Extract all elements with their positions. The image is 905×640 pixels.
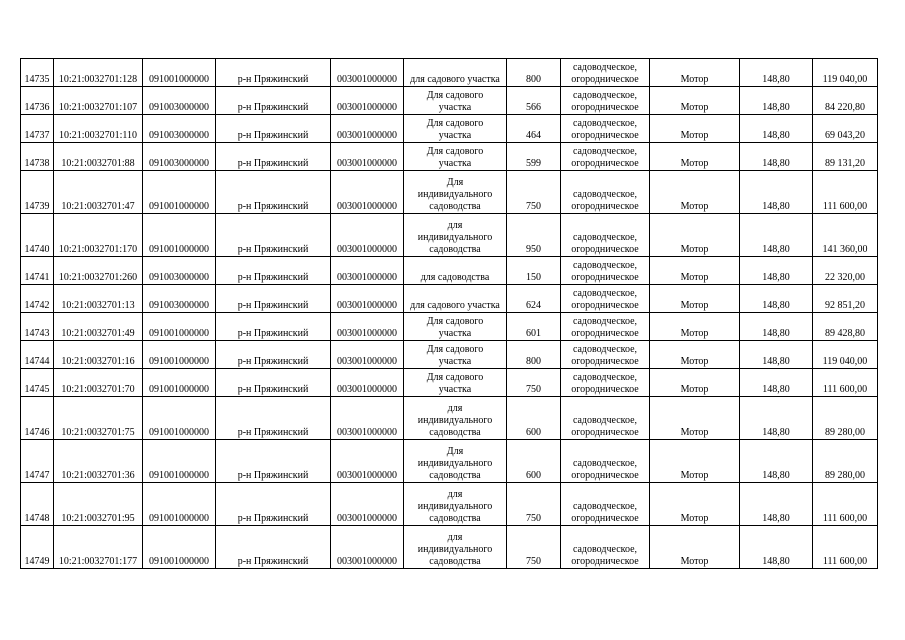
row-number-cell: 14747: [21, 440, 54, 483]
cadastral-number-cell: 10:21:0032701:88: [54, 143, 143, 171]
land-category-cell: садоводческое, огородническое: [561, 369, 650, 397]
district-cell: р-н Пряжинский: [216, 257, 331, 285]
settlement-cell: Мотор: [650, 285, 740, 313]
table-row: [21, 341, 878, 369]
district-cell: р-н Пряжинский: [216, 143, 331, 171]
zone-code-cell: 003001000000: [331, 313, 404, 341]
rate-cell: 148,80: [740, 87, 813, 115]
row-number-cell: 14743: [21, 313, 54, 341]
table-row: [21, 313, 878, 341]
table-body: [21, 59, 878, 569]
cadastral-value-cell: 141 360,00: [813, 214, 878, 257]
zone-code-cell: 003001000000: [331, 526, 404, 569]
row-number-cell: 14744: [21, 341, 54, 369]
rate-cell: 148,80: [740, 143, 813, 171]
cadastral-number-cell: 10:21:0032701:260: [54, 257, 143, 285]
row-number-cell: 14745: [21, 369, 54, 397]
zone-code-cell: 003001000000: [331, 143, 404, 171]
table-row: [21, 526, 878, 569]
zone-code-cell: 003001000000: [331, 214, 404, 257]
table-row: [21, 59, 878, 87]
permitted-use-cell: Для садового участка: [404, 115, 507, 143]
zone-code-cell: 003001000000: [331, 87, 404, 115]
area-cell: 750: [507, 526, 561, 569]
cadastral-number-cell: 10:21:0032701:47: [54, 171, 143, 214]
cadastral-value-cell: 92 851,20: [813, 285, 878, 313]
permitted-use-cell: Для садового участка: [404, 143, 507, 171]
table-row: [21, 257, 878, 285]
area-cell: 800: [507, 341, 561, 369]
row-number-cell: 14749: [21, 526, 54, 569]
settlement-cell: Мотор: [650, 440, 740, 483]
row-number-cell: 14742: [21, 285, 54, 313]
cadastral-value-cell: 89 280,00: [813, 440, 878, 483]
cadastral-number-cell: 10:21:0032701:16: [54, 341, 143, 369]
settlement-cell: Мотор: [650, 214, 740, 257]
land-category-cell: садоводческое, огородническое: [561, 257, 650, 285]
oktmo-code-cell: 091001000000: [143, 341, 216, 369]
rate-cell: 148,80: [740, 526, 813, 569]
cadastral-value-cell: 119 040,00: [813, 59, 878, 87]
area-cell: 750: [507, 483, 561, 526]
cadastral-number-cell: 10:21:0032701:107: [54, 87, 143, 115]
area-cell: 464: [507, 115, 561, 143]
cadastral-number-cell: 10:21:0032701:75: [54, 397, 143, 440]
permitted-use-cell: для индивидуального садоводства: [404, 526, 507, 569]
settlement-cell: Мотор: [650, 59, 740, 87]
area-cell: 601: [507, 313, 561, 341]
land-category-cell: садоводческое, огородническое: [561, 483, 650, 526]
oktmo-code-cell: 091003000000: [143, 143, 216, 171]
rate-cell: 148,80: [740, 171, 813, 214]
permitted-use-cell: Для садового участка: [404, 341, 507, 369]
table-row: [21, 143, 878, 171]
rate-cell: 148,80: [740, 285, 813, 313]
area-cell: 566: [507, 87, 561, 115]
settlement-cell: Мотор: [650, 369, 740, 397]
cadastral-value-cell: 22 320,00: [813, 257, 878, 285]
district-cell: р-н Пряжинский: [216, 171, 331, 214]
district-cell: р-н Пряжинский: [216, 369, 331, 397]
rate-cell: 148,80: [740, 214, 813, 257]
land-category-cell: садоводческое, огородническое: [561, 341, 650, 369]
rate-cell: 148,80: [740, 483, 813, 526]
district-cell: р-н Пряжинский: [216, 341, 331, 369]
land-category-cell: садоводческое, огородническое: [561, 87, 650, 115]
area-cell: 600: [507, 440, 561, 483]
zone-code-cell: 003001000000: [331, 341, 404, 369]
settlement-cell: Мотор: [650, 257, 740, 285]
table-row: [21, 369, 878, 397]
cadastral-number-cell: 10:21:0032701:177: [54, 526, 143, 569]
land-category-cell: садоводческое, огородническое: [561, 59, 650, 87]
oktmo-code-cell: 091001000000: [143, 369, 216, 397]
oktmo-code-cell: 091001000000: [143, 59, 216, 87]
settlement-cell: Мотор: [650, 341, 740, 369]
zone-code-cell: 003001000000: [331, 483, 404, 526]
zone-code-cell: 003001000000: [331, 115, 404, 143]
permitted-use-cell: для индивидуального садоводства: [404, 214, 507, 257]
table-row: [21, 440, 878, 483]
row-number-cell: 14741: [21, 257, 54, 285]
permitted-use-cell: для садоводства: [404, 257, 507, 285]
area-cell: 599: [507, 143, 561, 171]
oktmo-code-cell: 091003000000: [143, 257, 216, 285]
row-number-cell: 14746: [21, 397, 54, 440]
table-row: [21, 483, 878, 526]
zone-code-cell: 003001000000: [331, 285, 404, 313]
zone-code-cell: 003001000000: [331, 369, 404, 397]
district-cell: р-н Пряжинский: [216, 526, 331, 569]
cadastral-value-cell: 89 280,00: [813, 397, 878, 440]
permitted-use-cell: для индивидуального садоводства: [404, 397, 507, 440]
table-row: [21, 171, 878, 214]
cadastral-value-cell: 84 220,80: [813, 87, 878, 115]
oktmo-code-cell: 091003000000: [143, 87, 216, 115]
rate-cell: 148,80: [740, 313, 813, 341]
oktmo-code-cell: 091001000000: [143, 526, 216, 569]
district-cell: р-н Пряжинский: [216, 313, 331, 341]
settlement-cell: Мотор: [650, 143, 740, 171]
row-number-cell: 14735: [21, 59, 54, 87]
cadastral-value-cell: 111 600,00: [813, 171, 878, 214]
zone-code-cell: 003001000000: [331, 257, 404, 285]
oktmo-code-cell: 091003000000: [143, 115, 216, 143]
area-cell: 624: [507, 285, 561, 313]
settlement-cell: Мотор: [650, 87, 740, 115]
settlement-cell: Мотор: [650, 313, 740, 341]
district-cell: р-н Пряжинский: [216, 440, 331, 483]
area-cell: 750: [507, 369, 561, 397]
land-category-cell: садоводческое, огородническое: [561, 440, 650, 483]
district-cell: р-н Пряжинский: [216, 59, 331, 87]
area-cell: 150: [507, 257, 561, 285]
permitted-use-cell: для садового участка: [404, 285, 507, 313]
cadastral-number-cell: 10:21:0032701:170: [54, 214, 143, 257]
row-number-cell: 14748: [21, 483, 54, 526]
settlement-cell: Мотор: [650, 171, 740, 214]
district-cell: р-н Пряжинский: [216, 87, 331, 115]
district-cell: р-н Пряжинский: [216, 214, 331, 257]
area-cell: 750: [507, 171, 561, 214]
cadastral-number-cell: 10:21:0032701:49: [54, 313, 143, 341]
area-cell: 600: [507, 397, 561, 440]
table-row: [21, 115, 878, 143]
cadastral-value-cell: 119 040,00: [813, 341, 878, 369]
rate-cell: 148,80: [740, 257, 813, 285]
permitted-use-cell: Для садового участка: [404, 369, 507, 397]
rate-cell: 148,80: [740, 59, 813, 87]
area-cell: 950: [507, 214, 561, 257]
zone-code-cell: 003001000000: [331, 397, 404, 440]
district-cell: р-н Пряжинский: [216, 115, 331, 143]
land-registry-table: [20, 58, 878, 569]
table-row: [21, 397, 878, 440]
cadastral-number-cell: 10:21:0032701:70: [54, 369, 143, 397]
row-number-cell: 14739: [21, 171, 54, 214]
row-number-cell: 14738: [21, 143, 54, 171]
permitted-use-cell: Для индивидуального садоводства: [404, 440, 507, 483]
land-category-cell: садоводческое, огородническое: [561, 526, 650, 569]
zone-code-cell: 003001000000: [331, 440, 404, 483]
row-number-cell: 14736: [21, 87, 54, 115]
row-number-cell: 14740: [21, 214, 54, 257]
zone-code-cell: 003001000000: [331, 59, 404, 87]
district-cell: р-н Пряжинский: [216, 397, 331, 440]
permitted-use-cell: для индивидуального садоводства: [404, 483, 507, 526]
cadastral-number-cell: 10:21:0032701:128: [54, 59, 143, 87]
oktmo-code-cell: 091001000000: [143, 313, 216, 341]
permitted-use-cell: для садового участка: [404, 59, 507, 87]
cadastral-number-cell: 10:21:0032701:110: [54, 115, 143, 143]
cadastral-value-cell: 111 600,00: [813, 526, 878, 569]
table-row: [21, 87, 878, 115]
rate-cell: 148,80: [740, 397, 813, 440]
settlement-cell: Мотор: [650, 397, 740, 440]
permitted-use-cell: Для садового участка: [404, 87, 507, 115]
district-cell: р-н Пряжинский: [216, 483, 331, 526]
land-category-cell: садоводческое, огородническое: [561, 115, 650, 143]
zone-code-cell: 003001000000: [331, 171, 404, 214]
table-row: [21, 285, 878, 313]
land-category-cell: садоводческое, огородническое: [561, 285, 650, 313]
cadastral-value-cell: 111 600,00: [813, 369, 878, 397]
permitted-use-cell: Для садового участка: [404, 313, 507, 341]
land-category-cell: садоводческое, огородническое: [561, 143, 650, 171]
land-category-cell: садоводческое, огородническое: [561, 171, 650, 214]
land-category-cell: садоводческое, огородническое: [561, 397, 650, 440]
oktmo-code-cell: 091001000000: [143, 440, 216, 483]
rate-cell: 148,80: [740, 369, 813, 397]
rate-cell: 148,80: [740, 440, 813, 483]
cadastral-number-cell: 10:21:0032701:95: [54, 483, 143, 526]
table-row: [21, 214, 878, 257]
cadastral-value-cell: 111 600,00: [813, 483, 878, 526]
settlement-cell: Мотор: [650, 526, 740, 569]
settlement-cell: Мотор: [650, 115, 740, 143]
district-cell: р-н Пряжинский: [216, 285, 331, 313]
row-number-cell: 14737: [21, 115, 54, 143]
oktmo-code-cell: 091001000000: [143, 483, 216, 526]
rate-cell: 148,80: [740, 115, 813, 143]
oktmo-code-cell: 091001000000: [143, 171, 216, 214]
cadastral-number-cell: 10:21:0032701:36: [54, 440, 143, 483]
permitted-use-cell: Для индивидуального садоводства: [404, 171, 507, 214]
rate-cell: 148,80: [740, 341, 813, 369]
oktmo-code-cell: 091001000000: [143, 397, 216, 440]
land-category-cell: садоводческое, огородническое: [561, 313, 650, 341]
area-cell: 800: [507, 59, 561, 87]
cadastral-number-cell: 10:21:0032701:13: [54, 285, 143, 313]
cadastral-value-cell: 89 131,20: [813, 143, 878, 171]
cadastral-value-cell: 89 428,80: [813, 313, 878, 341]
settlement-cell: Мотор: [650, 483, 740, 526]
cadastral-value-cell: 69 043,20: [813, 115, 878, 143]
oktmo-code-cell: 091001000000: [143, 214, 216, 257]
oktmo-code-cell: 091003000000: [143, 285, 216, 313]
land-category-cell: садоводческое, огородническое: [561, 214, 650, 257]
